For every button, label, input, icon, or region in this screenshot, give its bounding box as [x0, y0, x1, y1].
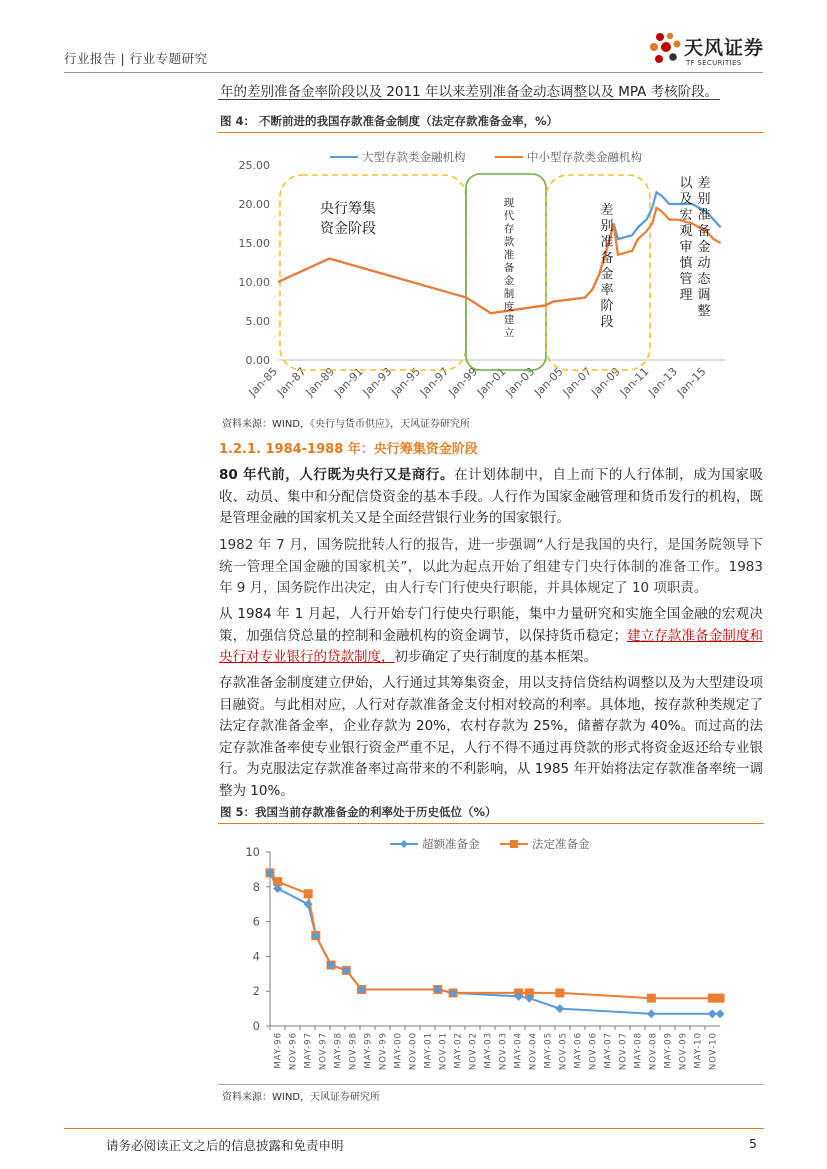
legend-marker	[510, 840, 518, 848]
x-tick-label: MAY-99	[363, 1032, 374, 1069]
x-tick-label: Jan-03	[503, 364, 538, 399]
y-tick-label: 15.00	[238, 237, 270, 250]
figure5-chart	[220, 828, 760, 1080]
figure4-rule	[218, 132, 764, 133]
legend-marker	[400, 840, 408, 848]
figure5-title: 图 5：我国当前存款准备金的利率处于历史低位（%）	[220, 805, 497, 819]
footer-rule	[64, 1128, 764, 1129]
annotation-vertical-3: 以及宏观审慎管理	[679, 176, 693, 303]
data-point-diamond	[716, 1009, 725, 1018]
figure4-source: 资料来源：WIND，《央行与货币供应》，天风证券研究所	[222, 419, 471, 430]
data-point-diamond	[555, 1004, 564, 1013]
paragraph-2	[219, 535, 763, 600]
x-tick-label: MAY-05	[543, 1032, 554, 1069]
x-tick-label: Jan-89	[303, 364, 338, 399]
brand-name: 天风证券	[684, 37, 765, 59]
x-tick-label: NOV-99	[378, 1032, 389, 1071]
footer-disclaimer: 请务必阅读正文之后的信息披露和免责申明	[106, 1138, 344, 1153]
x-tick-label: Jan-13	[646, 364, 680, 399]
x-tick-label: Jan-95	[389, 364, 423, 399]
x-tick-label: Jan-99	[446, 364, 481, 399]
x-tick-label: Jan-05	[531, 364, 566, 399]
y-tick-label: 2	[252, 984, 260, 999]
figure4-title: 图 4： 不断前进的我国存款准备金制度（法定存款准备金率，%）	[220, 114, 559, 128]
figure4-chart	[220, 140, 760, 408]
x-tick-label: NOV-07	[618, 1032, 629, 1071]
paragraph-1-body: 在计划体制中，自上而下的人行体制，成为国家吸收、动员、集中和分配信贷资金的基本手段。人行作为国家金融管理和货币发行的机构，既是管理金融的国家机关又是全面经营银行业务的国家银行。	[219, 467, 763, 527]
data-point-square	[647, 994, 656, 1003]
y-tick-label: 5.00	[245, 315, 270, 328]
brand-subtitle: TF SECURITIES	[686, 59, 742, 67]
x-tick-label: NOV-98	[348, 1032, 359, 1071]
data-point-square	[555, 988, 564, 997]
x-tick-label: MAY-02	[453, 1032, 464, 1069]
legend-label: 大型存款类金融机构	[362, 150, 466, 164]
paragraph-1	[219, 465, 763, 530]
figure5-bottom-rule	[218, 1084, 764, 1085]
x-tick-label: Jan-09	[588, 364, 623, 399]
x-tick-label: NOV-04	[528, 1032, 539, 1071]
x-tick-label: NOV-05	[558, 1032, 569, 1071]
intro-line: 年的差别准备金率阶段以及 2011 年以来差别准备金动态调整以及 MPA 考核阶段。	[220, 84, 719, 100]
x-tick-label: NOV-10	[708, 1032, 719, 1071]
paragraph-1-lead: 80 年代前，人行既为央行又是商行。	[219, 467, 455, 483]
x-tick-label: MAY-06	[573, 1032, 584, 1069]
x-tick-label: NOV-00	[408, 1032, 419, 1071]
annotation-stage1-l1: 央行筹集	[320, 201, 376, 217]
stage3-box	[546, 175, 650, 370]
x-tick-label: MAY-07	[603, 1032, 614, 1069]
y-tick-label: 0.00	[245, 354, 270, 367]
x-tick-label: Jan-01	[474, 364, 509, 399]
y-tick-label: 6	[252, 914, 260, 929]
header-divider	[64, 72, 763, 73]
x-tick-label: MAY-01	[423, 1032, 434, 1069]
x-tick-label: MAY-08	[633, 1032, 644, 1069]
section-heading: 1.2.1. 1984-1988 年：央行筹集资金阶段	[219, 442, 478, 457]
paragraph-3-highlight: 建立存款准备金制度和央行对专业银行的贷款制度，	[219, 627, 764, 666]
paragraph-4-body: 存款准备金制度建立伊始，人行通过其筹集资金，用以支持信贷结构调整以及为大型建设项目融资。与此相对应，人行对存款准备金支付相对较高的利率。具体地，按存款种类规定了法定存款准备金率，企业存款为 20%，农村存款为 25%，储蓄存款为 40%。而过高的法定存款准备率使专业银行资金严重不足，人行不得不通过再贷款的形式将资金返还给专业银行。为克服法定存款准备率过高带来的不利影响，从 1985 年开始将法定存款准备率统一调整为 10%。	[219, 675, 763, 799]
annotation-vertical-1: 现代存款准备金制度建立	[503, 197, 515, 339]
x-tick-label: Jan-93	[360, 364, 395, 399]
x-tick-label: Jan-91	[331, 364, 366, 399]
x-tick-label: MAY-10	[693, 1032, 704, 1069]
x-tick-label: Jan-97	[417, 364, 452, 399]
y-tick-label: 10.00	[238, 276, 270, 289]
report-category: 行业报告 | 行业专题研究	[64, 51, 208, 66]
paragraph-4	[219, 673, 763, 803]
series-line-2	[270, 873, 720, 998]
y-tick-label: 4	[252, 949, 260, 964]
x-tick-label: MAY-96	[273, 1032, 284, 1069]
x-tick-label: NOV-97	[318, 1032, 329, 1071]
x-tick-label: NOV-06	[588, 1032, 599, 1071]
x-tick-label: MAY-03	[483, 1032, 494, 1069]
y-tick-label: 10	[245, 845, 260, 859]
annotation-vertical-2: 差别准备金率阶段	[600, 203, 614, 330]
x-tick-label: NOV-03	[498, 1032, 509, 1071]
x-tick-label: Jan-87	[274, 364, 309, 399]
paragraph-3	[219, 604, 763, 669]
data-point-diamond	[647, 1009, 656, 1018]
page-number: 5	[749, 1136, 757, 1151]
x-tick-label: NOV-96	[288, 1032, 299, 1071]
paragraph-3-b: 初步确定了央行制度的基本框架。	[394, 649, 597, 666]
x-tick-label: NOV-08	[648, 1032, 659, 1071]
x-tick-label: Jan-11	[617, 364, 652, 399]
legend-label: 法定准备金	[532, 837, 590, 851]
x-tick-label: NOV-02	[468, 1032, 479, 1071]
y-tick-label: 8	[252, 879, 260, 894]
legend-label: 中小型存款类金融机构	[527, 150, 642, 164]
x-tick-label: MAY-98	[333, 1032, 344, 1069]
figure5-source: 资料来源：WIND，天风证券研究所	[222, 1092, 381, 1103]
x-tick-label: Jan-15	[674, 364, 709, 399]
data-point-square	[304, 889, 313, 898]
y-tick-label: 0	[252, 1019, 260, 1033]
legend-label: 超额准备金	[422, 837, 480, 851]
data-point-square	[716, 994, 725, 1003]
x-tick-label: MAY-09	[663, 1032, 674, 1069]
annotation-vertical-4: 差别准备金动态调整	[697, 176, 711, 319]
x-tick-label: Jan-85	[246, 364, 281, 399]
figure5-rule	[218, 823, 764, 824]
x-tick-label: NOV-09	[678, 1032, 689, 1071]
x-tick-label: Jan-07	[560, 364, 595, 399]
annotation-stage1-l2: 资金阶段	[320, 221, 376, 237]
x-tick-label: MAY-00	[393, 1032, 404, 1069]
intro-underline	[218, 99, 720, 100]
paragraph-2-body: 1982 年 7 月，国务院批转人行的报告，进一步强调“人行是我国的央行，是国务院领导下统一管理全国金融的国家机关”，以此为起点开始了组建专门央行体制的准备工作。1983 年 9 月，国务院作出决定，由人行专门行使央行职能，并具体规定了 10 项职责。	[219, 537, 763, 597]
x-tick-label: MAY-04	[513, 1032, 524, 1069]
y-tick-label: 25.00	[238, 159, 270, 172]
brand-logo	[649, 30, 685, 70]
x-tick-label: NOV-01	[438, 1032, 449, 1071]
y-tick-label: 20.00	[238, 198, 270, 211]
paragraph-3-a: 从 1984 年 1 月起，人行开始专门行使央行职能，集中力量研究和实施全国金融的宏观决策，加强信贷总量的控制和金融机构的资金调节，以保持货币稳定；	[219, 606, 763, 644]
x-tick-label: MAY-97	[303, 1032, 314, 1069]
